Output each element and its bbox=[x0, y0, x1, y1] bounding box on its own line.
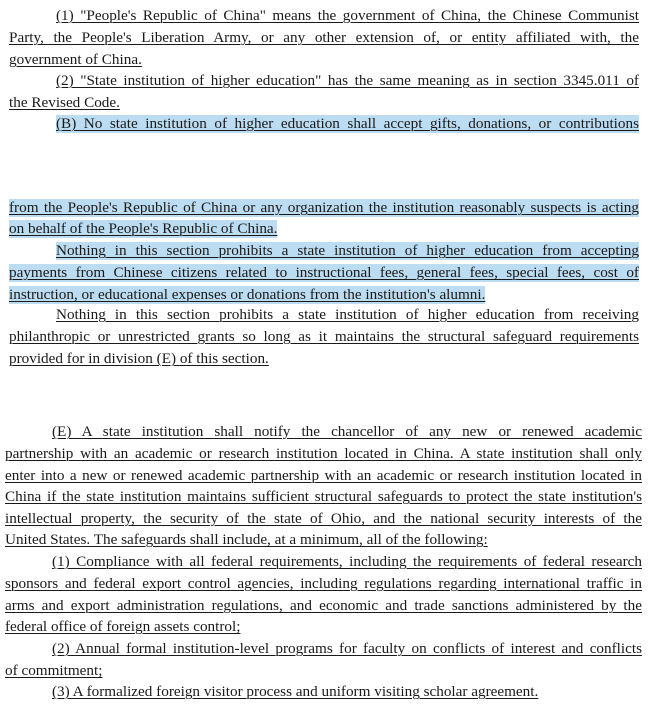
text-line: partnership with an academic or research institution located in China. A state institution shall only bbox=[5, 445, 642, 462]
highlighted-line: Nothing in this section prohibits a state institution of higher education from accepting bbox=[56, 242, 639, 259]
highlighted-line: payments from Chinese citizens related to instructional fees, general fees, special fees, cost of bbox=[9, 264, 639, 281]
text-line: the Revised Code. bbox=[9, 94, 120, 111]
text-line: (2) "State institution of higher education" has the same meaning as in section 3345.011 of bbox=[56, 72, 639, 89]
text-line: China if the state institution maintains sufficient structural safeguards to protect the state institution's bbox=[5, 488, 642, 505]
text-line: (1) "People's Republic of China" means the government of China, the Chinese Communist bbox=[56, 7, 639, 24]
text-line: Party, the People's Liberation Army, or any other extension of, or entity affiliated with, the bbox=[9, 29, 639, 46]
text-line: (1) Compliance with all federal requirements, including the requirements of federal research bbox=[52, 553, 642, 570]
text-line: United States. The safeguards shall include, at a minimum, all of the following: bbox=[5, 531, 488, 548]
text-line: (3) A formalized foreign visitor process and uniform visiting scholar agreement. bbox=[52, 683, 539, 700]
text-line: intellectual property, the security of the state of Ohio, and the national security interests of the bbox=[5, 510, 642, 527]
text-line: government of China. bbox=[9, 51, 142, 68]
highlighted-line: from the People's Republic of China or any organization the institution reasonably suspects is acting bbox=[9, 199, 639, 216]
text-line: Nothing in this section prohibits a state institution of higher education from receiving bbox=[56, 306, 639, 323]
text-line: (E) A state institution shall notify the chancellor of any new or renewed academic bbox=[52, 423, 642, 440]
text-line: enter into a new or renewed academic partnership with an academic or research institution located in bbox=[5, 467, 642, 484]
highlighted-line: (B) No state institution of higher education shall accept gifts, donations, or contributions bbox=[56, 115, 639, 132]
text-line: federal office of foreign assets control; bbox=[5, 618, 241, 635]
highlighted-line: instruction, or educational expenses or donations from the institution's alumni. bbox=[9, 286, 486, 303]
text-line: philanthropic or unrestricted grants so long as it maintains the structural safeguard requirements bbox=[9, 328, 639, 345]
highlighted-line: on behalf of the People's Republic of China. bbox=[9, 220, 278, 237]
text-line: of commitment; bbox=[5, 662, 103, 679]
text-line: (2) Annual formal institution-level programs for faculty on conflicts of interest and conflicts bbox=[52, 640, 642, 657]
text-line: sponsors and federal export control agencies, including regulations regarding international traffic in bbox=[5, 575, 642, 592]
text-line: provided for in division (E) of this section. bbox=[9, 350, 269, 367]
text-line: arms and export administration regulations, and economic and trade sanctions administered by the bbox=[5, 597, 642, 614]
